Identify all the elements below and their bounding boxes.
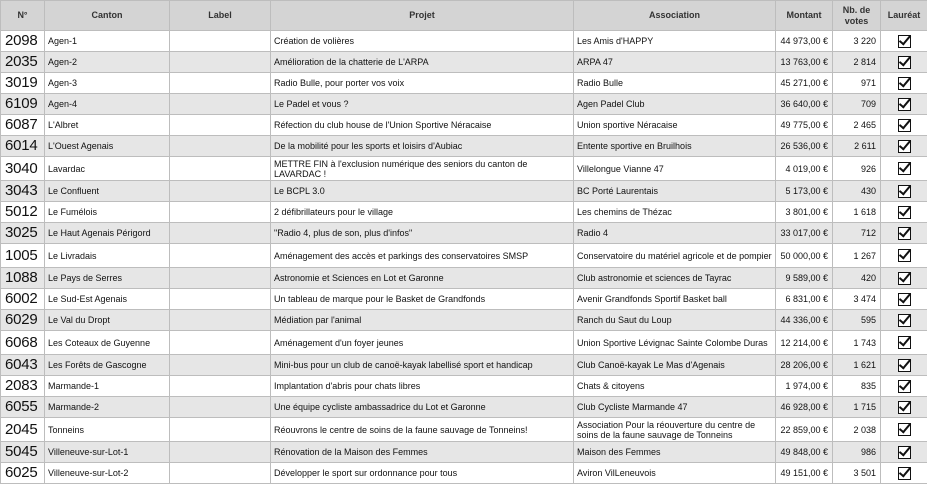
cell-association: Chats & citoyens — [574, 376, 776, 397]
cell-canton: Le Pays de Serres — [45, 268, 170, 289]
cell-label — [170, 418, 271, 442]
cell-canton: Les Coteaux de Guyenne — [45, 331, 170, 355]
cell-montant: 6 831,00 € — [776, 289, 833, 310]
cell-canton: Lavardac — [45, 157, 170, 181]
cell-label — [170, 331, 271, 355]
cell-num: 6025 — [1, 463, 45, 484]
cell-canton: Les Forêts de Gascogne — [45, 355, 170, 376]
cell-num: 2045 — [1, 418, 45, 442]
cell-canton: Le Fumélois — [45, 202, 170, 223]
cell-projet: Implantation d'abris pour chats libres — [271, 376, 574, 397]
cell-canton: Agen-2 — [45, 52, 170, 73]
cell-projet: Une équipe cycliste ambassadrice du Lot et Garonne — [271, 397, 574, 418]
cell-label — [170, 244, 271, 268]
cell-votes: 709 — [833, 94, 881, 115]
laureat-checkbox-icon[interactable] — [898, 98, 911, 111]
cell-projet: Aménagement des accès et parkings des conservatoires SMSP — [271, 244, 574, 268]
cell-montant: 50 000,00 € — [776, 244, 833, 268]
cell-canton: Tonneins — [45, 418, 170, 442]
cell-association: Entente sportive en Bruilhois — [574, 136, 776, 157]
table-row[interactable] — [1, 223, 927, 244]
cell-laureat — [881, 202, 927, 223]
cell-num: 2098 — [1, 31, 45, 52]
cell-montant: 33 017,00 € — [776, 223, 833, 244]
cell-laureat — [881, 442, 927, 463]
cell-num: 6055 — [1, 397, 45, 418]
laureat-checkbox-icon[interactable] — [898, 272, 911, 285]
cell-association: Agen Padel Club — [574, 94, 776, 115]
laureat-checkbox-icon[interactable] — [898, 359, 911, 372]
cell-projet: METTRE FIN à l'exclusion numérique des seniors du canton de LAVARDAC ! — [271, 157, 574, 181]
cell-num: 3040 — [1, 157, 45, 181]
cell-label — [170, 376, 271, 397]
cell-projet: 2 défibrillateurs pour le village — [271, 202, 574, 223]
cell-projet: Astronomie et Sciences en Lot et Garonne — [271, 268, 574, 289]
cell-label — [170, 442, 271, 463]
cell-montant: 22 859,00 € — [776, 418, 833, 442]
laureat-checkbox-icon[interactable] — [898, 446, 911, 459]
cell-label — [170, 136, 271, 157]
laureat-checkbox-icon[interactable] — [898, 423, 911, 436]
cell-projet: Réouvrons le centre de soins de la faune sauvage de Tonneins! — [271, 418, 574, 442]
cell-canton: Agen-4 — [45, 94, 170, 115]
cell-num: 2035 — [1, 52, 45, 73]
cell-association: Avenir Grandfonds Sportif Basket ball — [574, 289, 776, 310]
cell-num: 6068 — [1, 331, 45, 355]
cell-num: 2083 — [1, 376, 45, 397]
table-row[interactable] — [1, 376, 927, 397]
cell-canton: L'Ouest Agenais — [45, 136, 170, 157]
cell-montant: 46 928,00 € — [776, 397, 833, 418]
cell-num: 1005 — [1, 244, 45, 268]
cell-association: Union Sportive Lévignac Sainte Colombe Duras — [574, 331, 776, 355]
header-projet[interactable]: Projet — [271, 1, 574, 31]
cell-montant: 12 214,00 € — [776, 331, 833, 355]
cell-label — [170, 31, 271, 52]
laureat-checkbox-icon[interactable] — [898, 380, 911, 393]
table-row[interactable] — [1, 355, 927, 376]
cell-laureat — [881, 94, 927, 115]
cell-votes: 3 474 — [833, 289, 881, 310]
cell-montant: 49 775,00 € — [776, 115, 833, 136]
laureat-checkbox-icon[interactable] — [898, 227, 911, 240]
cell-projet: De la mobilité pour les sports et loisirs d'Aubiac — [271, 136, 574, 157]
cell-projet: Aménagement d'un foyer jeunes — [271, 331, 574, 355]
cell-num: 6002 — [1, 289, 45, 310]
cell-canton: Le Livradais — [45, 244, 170, 268]
cell-num: 6109 — [1, 94, 45, 115]
table-row[interactable] — [1, 289, 927, 310]
cell-laureat — [881, 397, 927, 418]
cell-votes: 712 — [833, 223, 881, 244]
table-row[interactable] — [1, 31, 927, 52]
cell-votes: 1 743 — [833, 331, 881, 355]
table-row[interactable] — [1, 202, 927, 223]
cell-label — [170, 115, 271, 136]
laureat-checkbox-icon[interactable] — [898, 336, 911, 349]
cell-laureat — [881, 244, 927, 268]
table-row[interactable] — [1, 244, 927, 268]
cell-laureat — [881, 310, 927, 331]
cell-label — [170, 310, 271, 331]
cell-association: Les chemins de Thézac — [574, 202, 776, 223]
header-association[interactable]: Association — [574, 1, 776, 31]
cell-label — [170, 73, 271, 94]
cell-num: 5012 — [1, 202, 45, 223]
cell-votes: 835 — [833, 376, 881, 397]
cell-votes: 430 — [833, 181, 881, 202]
cell-projet: Un tableau de marque pour le Basket de Grandfonds — [271, 289, 574, 310]
cell-label — [170, 355, 271, 376]
cell-projet: Amélioration de la chatterie de L'ARPA — [271, 52, 574, 73]
cell-votes: 2 465 — [833, 115, 881, 136]
cell-laureat — [881, 418, 927, 442]
cell-projet: Développer le sport sur ordonnance pour tous — [271, 463, 574, 484]
cell-association: Villelongue Vianne 47 — [574, 157, 776, 181]
cell-montant: 49 151,00 € — [776, 463, 833, 484]
cell-votes: 1 267 — [833, 244, 881, 268]
cell-num: 6014 — [1, 136, 45, 157]
table-row[interactable] — [1, 310, 927, 331]
cell-canton: Le Val du Dropt — [45, 310, 170, 331]
table-row[interactable] — [1, 463, 927, 484]
cell-association: Maison des Femmes — [574, 442, 776, 463]
cell-label — [170, 223, 271, 244]
cell-laureat — [881, 52, 927, 73]
cell-montant: 1 974,00 € — [776, 376, 833, 397]
cell-label — [170, 52, 271, 73]
cell-association: Conservatoire du matériel agricole et de pompier — [574, 244, 776, 268]
cell-laureat — [881, 331, 927, 355]
table-row[interactable] — [1, 157, 927, 181]
laureat-checkbox-icon[interactable] — [898, 293, 911, 306]
cell-num: 5045 — [1, 442, 45, 463]
cell-num: 6087 — [1, 115, 45, 136]
laureat-checkbox-icon[interactable] — [898, 140, 911, 153]
cell-votes: 986 — [833, 442, 881, 463]
cell-laureat — [881, 463, 927, 484]
table-row[interactable] — [1, 397, 927, 418]
cell-num: 6043 — [1, 355, 45, 376]
header-laureat[interactable]: Lauréat — [881, 1, 927, 31]
cell-laureat — [881, 157, 927, 181]
cell-canton: Villeneuve-sur-Lot-2 — [45, 463, 170, 484]
cell-projet: Le BCPL 3.0 — [271, 181, 574, 202]
cell-association: Club Canoë-kayak Le Mas d'Agenais — [574, 355, 776, 376]
header-row — [1, 1, 927, 31]
cell-votes: 420 — [833, 268, 881, 289]
cell-votes: 971 — [833, 73, 881, 94]
header-canton[interactable]: Canton — [45, 1, 170, 31]
cell-votes: 1 618 — [833, 202, 881, 223]
cell-num: 3019 — [1, 73, 45, 94]
header-label[interactable]: Label — [170, 1, 271, 31]
cell-projet: Radio Bulle, pour porter vos voix — [271, 73, 574, 94]
laureat-checkbox-icon[interactable] — [898, 467, 911, 480]
laureat-checkbox-icon[interactable] — [898, 119, 911, 132]
cell-votes: 3 220 — [833, 31, 881, 52]
cell-canton: Le Sud-Est Agenais — [45, 289, 170, 310]
cell-canton: Agen-1 — [45, 31, 170, 52]
laureat-checkbox-icon[interactable] — [898, 35, 911, 48]
table-row[interactable] — [1, 115, 927, 136]
cell-montant: 9 589,00 € — [776, 268, 833, 289]
cell-association: Radio 4 — [574, 223, 776, 244]
cell-canton: Marmande-1 — [45, 376, 170, 397]
cell-association: Les Amis d'HAPPY — [574, 31, 776, 52]
cell-association: Radio Bulle — [574, 73, 776, 94]
laureat-checkbox-icon[interactable] — [898, 401, 911, 414]
cell-laureat — [881, 223, 927, 244]
cell-montant: 49 848,00 € — [776, 442, 833, 463]
laureat-checkbox-icon[interactable] — [898, 162, 911, 175]
cell-montant: 36 640,00 € — [776, 94, 833, 115]
cell-votes: 926 — [833, 157, 881, 181]
cell-association: Union sportive Néracaise — [574, 115, 776, 136]
cell-num: 1088 — [1, 268, 45, 289]
table-row[interactable] — [1, 94, 927, 115]
cell-votes: 1 621 — [833, 355, 881, 376]
cell-projet: Le Padel et vous ? — [271, 94, 574, 115]
table-row[interactable] — [1, 442, 927, 463]
cell-canton: Villeneuve-sur-Lot-1 — [45, 442, 170, 463]
laureat-checkbox-icon[interactable] — [898, 314, 911, 327]
cell-canton: Le Confluent — [45, 181, 170, 202]
cell-canton: Le Haut Agenais Périgord — [45, 223, 170, 244]
cell-label — [170, 289, 271, 310]
cell-association: BC Porté Laurentais — [574, 181, 776, 202]
cell-montant: 3 801,00 € — [776, 202, 833, 223]
cell-votes: 2 814 — [833, 52, 881, 73]
laureat-checkbox-icon[interactable] — [898, 77, 911, 90]
cell-association: Club astronomie et sciences de Tayrac — [574, 268, 776, 289]
table-row[interactable] — [1, 73, 927, 94]
cell-label — [170, 397, 271, 418]
cell-laureat — [881, 268, 927, 289]
cell-label — [170, 268, 271, 289]
cell-votes: 2 611 — [833, 136, 881, 157]
header-num[interactable]: N° — [1, 1, 45, 31]
table-row[interactable] — [1, 331, 927, 355]
table-row[interactable] — [1, 136, 927, 157]
cell-montant: 45 271,00 € — [776, 73, 833, 94]
header-votes[interactable]: Nb. de votes — [833, 1, 881, 31]
cell-votes: 3 501 — [833, 463, 881, 484]
cell-montant: 13 763,00 € — [776, 52, 833, 73]
table-body — [1, 31, 927, 484]
cell-laureat — [881, 115, 927, 136]
cell-laureat — [881, 181, 927, 202]
cell-projet: Rénovation de la Maison des Femmes — [271, 442, 574, 463]
laureat-checkbox-icon[interactable] — [898, 185, 911, 198]
cell-association: Ranch du Saut du Loup — [574, 310, 776, 331]
cell-laureat — [881, 289, 927, 310]
cell-canton: Agen-3 — [45, 73, 170, 94]
cell-label — [170, 94, 271, 115]
cell-canton: L'Albret — [45, 115, 170, 136]
cell-label — [170, 181, 271, 202]
cell-projet: Médiation par l'animal — [271, 310, 574, 331]
cell-laureat — [881, 376, 927, 397]
cell-montant: 4 019,00 € — [776, 157, 833, 181]
cell-association: ARPA 47 — [574, 52, 776, 73]
table-row[interactable] — [1, 181, 927, 202]
cell-canton: Marmande-2 — [45, 397, 170, 418]
cell-montant: 26 536,00 € — [776, 136, 833, 157]
cell-projet: Mini-bus pour un club de canoë-kayak labellisé sport et handicap — [271, 355, 574, 376]
cell-label — [170, 157, 271, 181]
header-montant[interactable]: Montant — [776, 1, 833, 31]
cell-laureat — [881, 73, 927, 94]
laureat-checkbox-icon[interactable] — [898, 56, 911, 69]
laureat-checkbox-icon[interactable] — [898, 206, 911, 219]
table-row[interactable] — [1, 268, 927, 289]
cell-label — [170, 463, 271, 484]
cell-votes: 1 715 — [833, 397, 881, 418]
cell-projet: Réfection du club house de l'Union Sportive Néracaise — [271, 115, 574, 136]
cell-num: 6029 — [1, 310, 45, 331]
cell-laureat — [881, 355, 927, 376]
cell-association: Association Pour la réouverture du centre de soins de la faune sauvage de Tonneins — [574, 418, 776, 442]
table-row[interactable] — [1, 418, 927, 442]
cell-votes: 2 038 — [833, 418, 881, 442]
cell-laureat — [881, 136, 927, 157]
cell-montant: 5 173,00 € — [776, 181, 833, 202]
cell-laureat — [881, 31, 927, 52]
cell-projet: "Radio 4, plus de son, plus d'infos" — [271, 223, 574, 244]
cell-num: 3025 — [1, 223, 45, 244]
cell-votes: 595 — [833, 310, 881, 331]
cell-label — [170, 202, 271, 223]
table-row[interactable] — [1, 52, 927, 73]
cell-association: Aviron VilLeneuvois — [574, 463, 776, 484]
laureat-checkbox-icon[interactable] — [898, 249, 911, 262]
cell-montant: 44 336,00 € — [776, 310, 833, 331]
cell-montant: 44 973,00 € — [776, 31, 833, 52]
cell-montant: 28 206,00 € — [776, 355, 833, 376]
cell-projet: Création de volières — [271, 31, 574, 52]
cell-num: 3043 — [1, 181, 45, 202]
cell-association: Club Cycliste Marmande 47 — [574, 397, 776, 418]
